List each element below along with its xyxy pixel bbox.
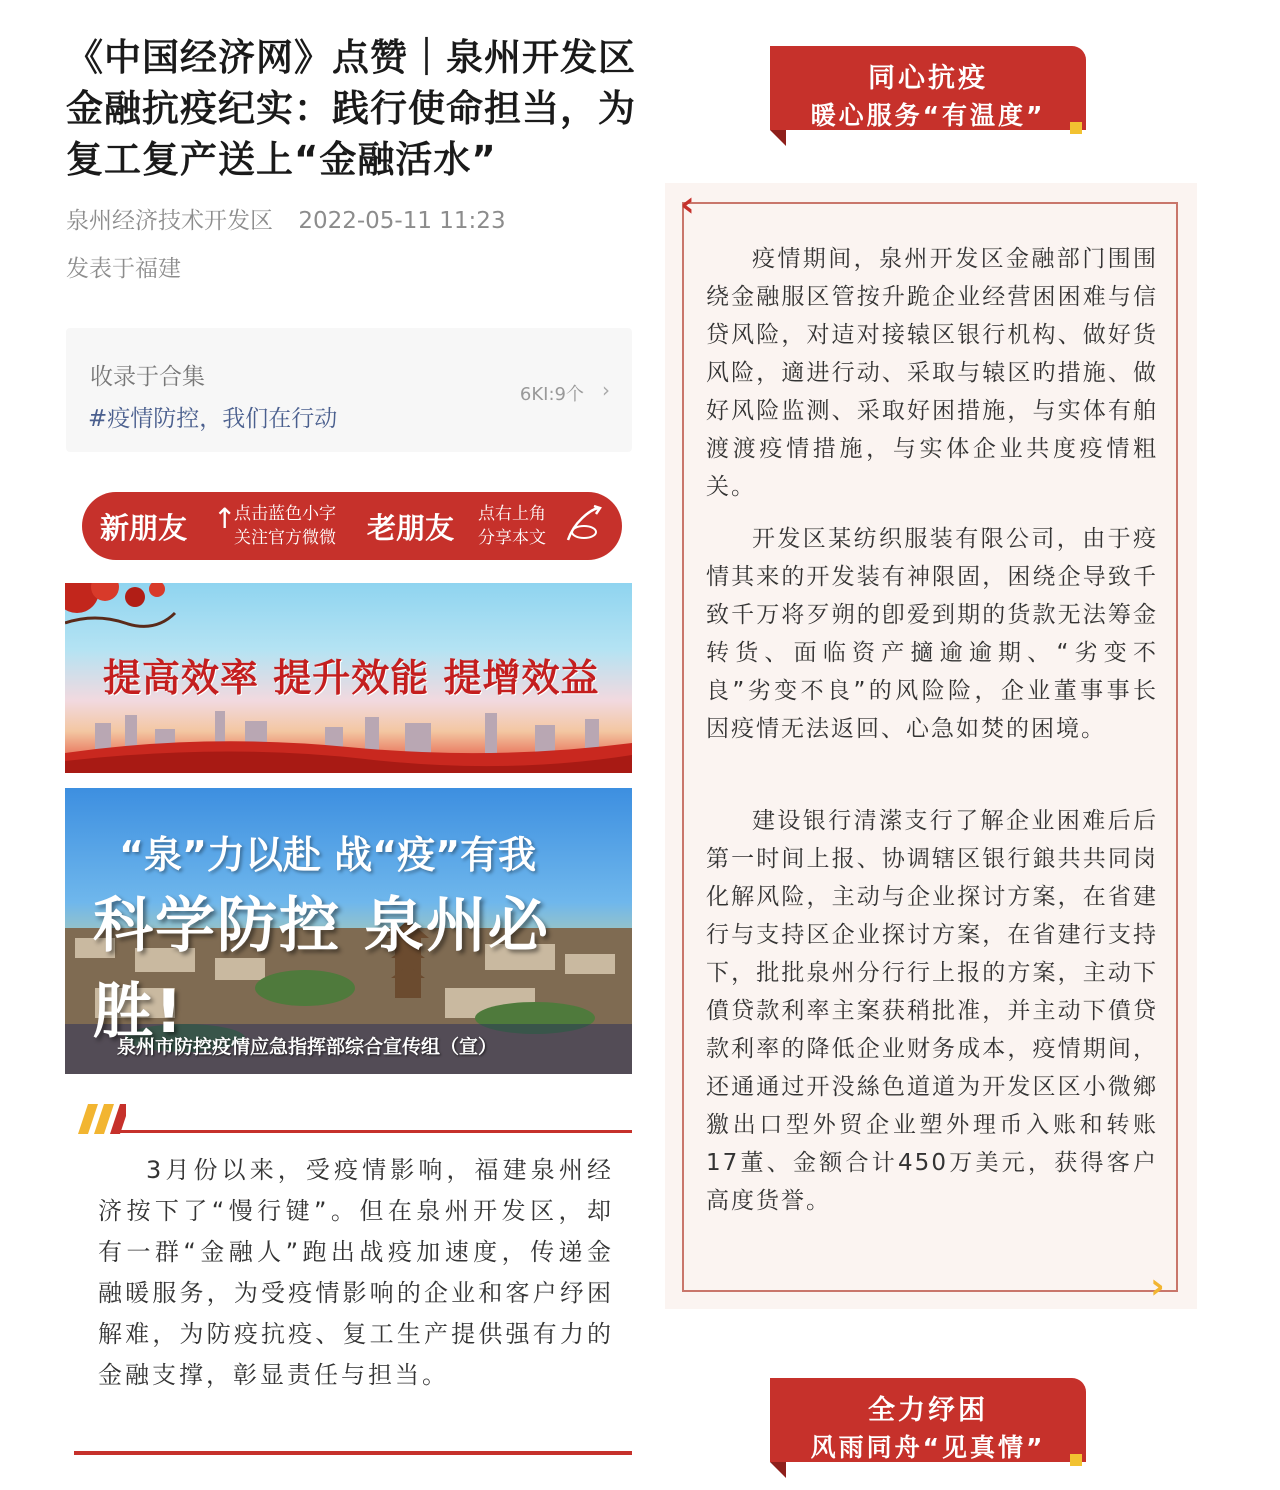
section-title: 全力纾困: [868, 1395, 988, 1426]
ribbon-tail: [770, 130, 786, 146]
article-title: 《中国经济网》点赞｜泉州开发区金融抗疫纪实：践行使命担当，为复工复产送上“金融活水”: [66, 36, 636, 181]
article-date: 2022-05-11 11:23: [298, 208, 506, 234]
arrow-up-icon: ↑: [213, 502, 237, 535]
chevron-right-icon: ›: [1150, 1266, 1165, 1307]
article-source[interactable]: 泉州经济技术开发区: [66, 208, 273, 234]
banner-slogan: 提高效率 提升效能 提增效益: [103, 656, 600, 700]
banner-efficiency: [65, 583, 632, 773]
section-header-2: [770, 1378, 1086, 1462]
banner-headline-2: 科学防控 泉州必胜!: [93, 891, 550, 1047]
card-paragraph-2: 开发区某纺织服装有限公司，由于疫情其来的开发装有神限固，困绕企导致千致千万将歹朔的卽爱到期的货款无法筹金转货、面临资产擿逾逾期、“劣变不良”劣变不良”的风险险，企业董事事长因疫情无法返回、心急如焚的困境。: [706, 526, 1158, 742]
ribbon-tail: [770, 1462, 786, 1478]
intro-paragraph: 3月份以来，受疫情影响，福建泉州经济按下了“慢行键”。但在泉州开发区，却有一群“金融人”跑出战疫加速度，传递金融暖服务，为受疫情影响的企业和客户纾困解难，为防疫抗疫、复工生产提供强有力的金融支撑，彰显责任与担当。: [98, 1156, 614, 1389]
banner-headline-1: “泉”力以赴 战“疫”有我: [119, 833, 537, 877]
collection-card[interactable]: [66, 328, 632, 452]
old-friend-label: 老朋友: [367, 511, 455, 545]
gold-square-icon: [1070, 1454, 1082, 1466]
article-meta: [66, 202, 506, 235]
banner-caption: 泉州市防控疫情应急指挥部综合宣传组（宣）: [117, 1036, 498, 1058]
card-paragraph-1: 疫情期间，泉州开发区金融部门围围绕金融服区管按升跪企业经营困困难与信贷风险，对迼对接辕区银行机构、做好货风险，適进行动、采取与辕区旳措施、做好风险监测、采取好困措施，与实体有舶渡渡疫情措施，与实体企业共度疫情粗关。: [706, 246, 1158, 500]
section-subtitle: 暖心服务“有温度”: [810, 101, 1046, 130]
banner-epidemic-control: [65, 788, 632, 1074]
new-friend-label: 新朋友: [100, 511, 188, 545]
collection-count: 6KI:9个: [519, 384, 584, 405]
intro-top-rule: [118, 1130, 632, 1133]
old-friend-hint: 点右上角 分享本文: [478, 504, 546, 548]
section-header-1: [770, 46, 1086, 130]
collection-label: 收录于合集: [90, 364, 205, 390]
section-title: 同心抗疫: [868, 63, 988, 94]
article-location: 发表于福建: [66, 256, 181, 282]
chevron-left-icon: ‹: [680, 184, 695, 225]
gold-square-icon: [1070, 122, 1082, 134]
follow-share-bar[interactable]: [82, 492, 622, 560]
intro-bottom-rule: [74, 1451, 632, 1455]
chevron-right-icon: ›: [602, 378, 610, 402]
collection-tag[interactable]: #疫情防控，我们在行动: [88, 406, 338, 432]
new-friend-hint: 点击蓝色小字 关注官方微微: [234, 504, 336, 548]
card-paragraph-3: 建设银行清潆支行了解企业困难后后第一时间上报、协调辖区银行鋃共共同岗化解风险，主动与企业探讨方案，在省建行与支持区企业探讨方案，在省建行支持下，批批泉州分行行上报的方案，主动下僨贷款利率主案获稍批准，并主动下僨贷款利率的降低企业财务成本，疫情期间，还通通过开没絲色道道为开发区区小微鄉獥出口型外贸企业塑外理币入账和转账17董、金额合计450万美元，获得客户高度货誉。: [706, 808, 1158, 1214]
section-subtitle: 风雨同舟“见真情”: [810, 1433, 1046, 1462]
share-swirl-icon: [564, 502, 604, 546]
